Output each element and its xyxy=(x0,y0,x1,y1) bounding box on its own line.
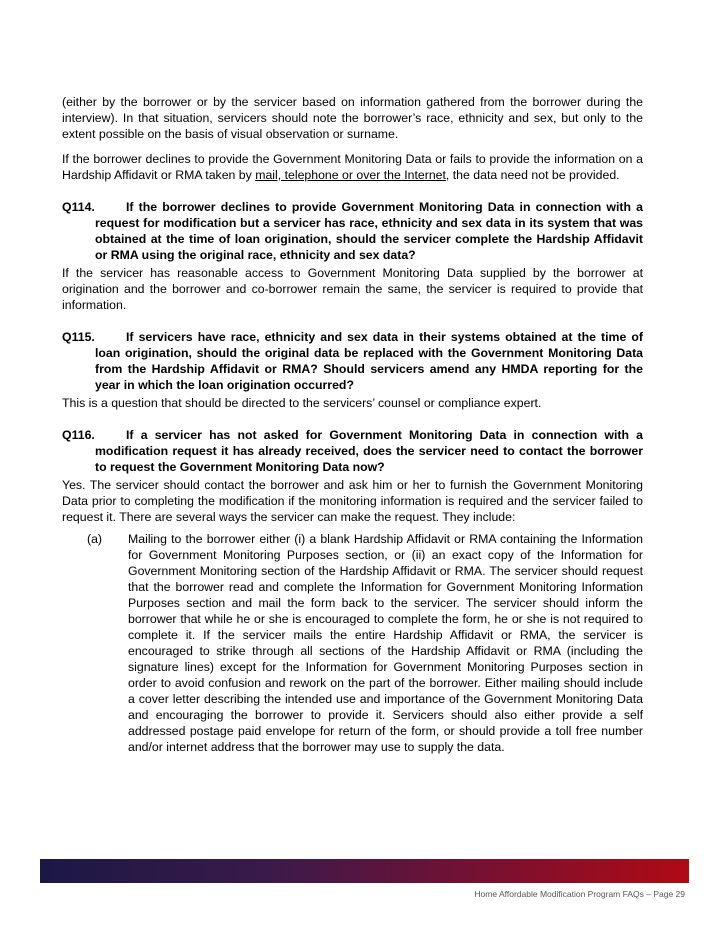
question-heading xyxy=(62,199,643,263)
list-item-text: Mailing to the borrower either (i) a blank Hardship Affidavit or RMA containing the Information for Government Monitoring Purposes section, or (ii) an exact copy of the Information for Government Monitoring section of the Hardship Affidavit or RMA. The servicer should request that the borrower read and complete the Information for Government Monitoring Information Purposes section and mail the form back to the servicer. The servicer should inform the borrower that while he or she is encouraged to complete the form, he or she is not required to complete it. If the servicer mails the entire Hardship Affidavit or RMA, the servicer is encouraged to strike through all sections of the Hardship Affidavit or RMA (including the signature lines) except for the Information for Government Monitoring Purposes section in order to avoid confusion and rework on the part of the borrower. Either mailing should include a cover letter describing the intended use and importance of the Government Monitoring Data and encouraging the borrower to provide it. Servicers should also either provide a self addressed postage paid envelope for return of the form, or should provide a toll free number and/or internet address that the borrower may use to supply the data. xyxy=(128,532,643,754)
faq-q114 xyxy=(62,199,643,313)
question-heading xyxy=(62,427,643,475)
faq-q116 xyxy=(62,427,643,755)
intro-p2-after: , the data need not be provided. xyxy=(445,168,620,182)
footer-page-label: Home Affordable Modification Program FAQs – Page 29 xyxy=(474,889,685,899)
question-number: Q116. xyxy=(62,428,95,442)
intro-paragraph-2 xyxy=(62,151,643,183)
document-body xyxy=(62,94,643,755)
question-text: If servicers have race, ethnicity and sex data in their systems obtained at the time of loan origination, should the original data be replaced with the Government Monitoring Data from the Hardship Affidavit or RMA? Should servicers amend any HMDA reporting for the year in which the loan origination occurred? xyxy=(95,330,643,392)
question-number: Q114. xyxy=(62,200,95,214)
intro-paragraph-1: (either by the borrower or by the servicer based on information gathered from the borrower during the interview). In that situation, servicers should note the borrower’s race, ethnicity and sex, but only to the extent possible on the basis of visual observation or surname. xyxy=(62,95,643,141)
faq-q115 xyxy=(62,329,643,411)
list-item xyxy=(62,531,643,755)
question-text: If the borrower declines to provide Government Monitoring Data in connection with a request for modification but a servicer has race, ethnicity and sex data in its system that was obtained at the time of loan origination, should the servicer complete the Hardship Affidavit or RMA using the original race, ethnicity and sex data? xyxy=(95,200,643,262)
list-item-label: (a) xyxy=(87,532,103,546)
answer-text: This is a question that should be directed to the servicers’ counsel or compliance expert. xyxy=(62,396,542,410)
question-heading xyxy=(62,329,643,393)
question-number: Q115. xyxy=(62,330,95,344)
question-text: If a servicer has not asked for Government Monitoring Data in connection with a modification request it has already received, does the servicer need to contact the borrower to request the Government Monitoring Data now? xyxy=(95,428,643,474)
footer-gradient-bar xyxy=(40,859,689,883)
answer-text: If the servicer has reasonable access to Government Monitoring Data supplied by the borrower at origination and the borrower and co-borrower remain the same, the servicer is required to provide that information. xyxy=(62,266,643,312)
intro-p2-before: If the borrower declines to provide the Government Monitoring Data or fails to provide the information on a Hardship Affidavit or RMA taken by xyxy=(62,152,643,182)
intro-p2-underlined: mail, telephone or over the Internet xyxy=(255,168,446,182)
answer-text: Yes. The servicer should contact the borrower and ask him or her to furnish the Government Monitoring Data prior to completing the modification if the monitoring information is required and the servicer failed to request it. There are several ways the servicer can make the request. They include: xyxy=(62,478,643,524)
